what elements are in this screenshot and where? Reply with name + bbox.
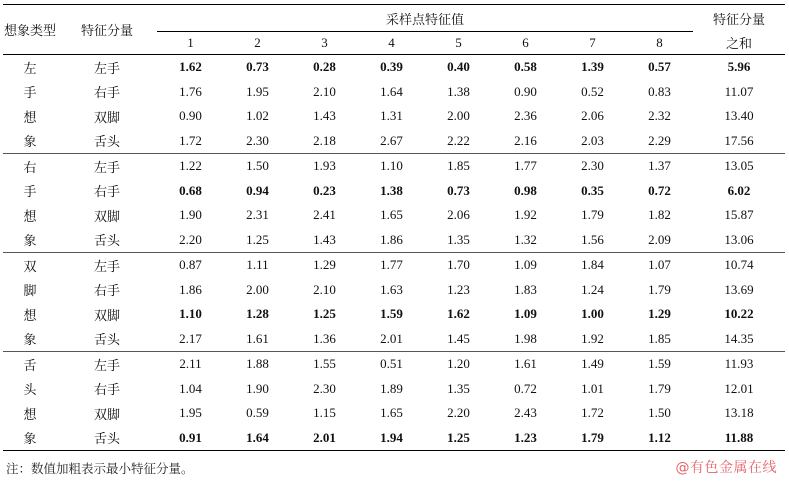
value-cell: 1.61 [224,327,291,352]
value-cell: 2.10 [313,281,336,297]
type-char-cell: 手 [23,86,37,102]
value-cell: 1.31 [380,108,403,124]
feature-cell: 右手 [93,86,120,102]
sum-cell: 10.22 [724,306,754,322]
value-cell: 2.00 [447,108,470,124]
header-sample-col: 7 [589,35,596,50]
type-char-cell: 象 [3,129,57,154]
value-cell: 2.01 [358,327,425,352]
value-cell: 1.25 [313,306,336,322]
value-cell: 2.18 [291,129,358,154]
type-char-cell: 右 [23,160,37,176]
header-sum-line2: 之和 [726,37,753,53]
value-cell: 2.11 [179,356,202,372]
value-cell: 1.56 [559,228,626,253]
feature-cell: 左手 [93,61,120,77]
feature-cell: 舌头 [57,426,157,451]
feature-cell: 舌头 [57,327,157,352]
value-cell: 2.30 [313,380,336,396]
value-cell: 2.10 [313,83,336,99]
value-cell: 1.95 [179,405,202,421]
value-cell: 1.38 [380,182,403,198]
type-char-cell: 象 [3,426,57,451]
value-cell: 2.00 [246,281,269,297]
header-type: 想象类型 [3,24,56,39]
type-char-cell: 左 [23,61,37,77]
value-cell: 1.76 [179,83,202,99]
value-cell: 1.70 [447,257,470,273]
value-cell: 1.10 [179,306,202,322]
sum-cell: 13.05 [724,158,754,174]
header-sample-group: 采样点特征值 [157,5,693,32]
value-cell: 1.32 [492,228,559,253]
value-cell: 1.02 [246,108,269,124]
type-char-cell: 象 [3,327,57,352]
feature-cell: 双脚 [93,110,120,126]
value-cell: 0.39 [380,59,403,75]
value-cell: 0.59 [246,405,269,421]
value-cell: 1.38 [447,83,470,99]
value-cell: 1.22 [179,158,202,174]
value-cell: 2.43 [514,405,537,421]
feature-cell: 双脚 [93,209,120,225]
value-cell: 1.85 [626,327,693,352]
feature-cell: 右手 [93,185,120,201]
table-row [3,302,785,327]
value-cell: 1.65 [380,207,403,223]
value-cell: 2.31 [246,207,269,223]
value-cell: 2.17 [157,327,224,352]
value-cell: 2.36 [514,108,537,124]
sum-cell: 14.35 [693,327,785,352]
header-sample-col: 8 [656,35,663,50]
value-cell: 1.90 [246,380,269,396]
type-char-cell: 头 [23,383,37,399]
type-char-cell: 双 [23,259,37,275]
value-cell: 1.01 [581,380,604,396]
value-cell: 1.72 [157,129,224,154]
value-cell: 0.72 [514,380,537,396]
table-row [3,401,785,426]
sum-cell: 10.74 [724,257,754,273]
sum-cell: 13.18 [724,405,754,421]
table-row [3,104,785,129]
sum-cell: 5.96 [727,59,751,75]
value-cell: 1.43 [313,108,336,124]
value-cell: 1.37 [648,158,671,174]
value-cell: 1.84 [581,257,604,273]
sum-cell: 13.69 [724,281,754,297]
header-sample-col: 1 [187,35,194,50]
value-cell: 1.61 [514,356,537,372]
table-row [3,228,785,253]
value-cell: 2.30 [224,129,291,154]
value-cell: 1.09 [514,257,537,273]
table-row [3,55,785,80]
value-cell: 0.23 [313,182,336,198]
table-row [3,80,785,105]
sum-cell: 13.40 [724,108,754,124]
value-cell: 1.12 [626,426,693,451]
value-cell: 1.92 [559,327,626,352]
sum-cell: 6.02 [727,182,751,198]
type-char-cell: 想 [23,110,37,126]
feature-cell: 左手 [93,358,120,374]
value-cell: 1.24 [581,281,604,297]
header-sum-line1: 特征分量 [713,12,766,28]
feature-cell: 双脚 [93,308,120,324]
value-cell: 1.62 [179,59,202,75]
value-cell: 1.11 [246,257,269,273]
feature-cell: 舌头 [57,228,157,253]
table-row [3,377,785,402]
table-row [3,129,785,154]
value-cell: 0.35 [581,182,604,198]
value-cell: 1.39 [581,59,604,75]
table-body [3,55,785,451]
value-cell: 1.35 [447,380,470,396]
value-cell: 0.72 [648,182,671,198]
value-cell: 1.79 [648,281,671,297]
table-note: 注：数值加粗表示最小特征分量。 [6,461,194,476]
type-char-cell: 舌 [23,358,37,374]
value-cell: 2.67 [358,129,425,154]
value-cell: 1.35 [425,228,492,253]
feature-cell: 舌头 [57,129,157,154]
value-cell: 1.64 [380,83,403,99]
header-sample-col: 5 [455,35,462,50]
value-cell: 1.77 [380,257,403,273]
value-cell: 2.32 [648,108,671,124]
value-cell: 0.94 [246,182,269,198]
header-sample-col: 6 [522,35,529,50]
value-cell: 1.88 [246,356,269,372]
header-sample-col: 4 [388,35,395,50]
value-cell: 1.04 [179,380,202,396]
value-cell: 2.16 [492,129,559,154]
feature-table [3,4,785,451]
value-cell: 1.64 [224,426,291,451]
value-cell: 0.73 [447,182,470,198]
value-cell: 1.59 [380,306,403,322]
table-row [3,179,785,204]
value-cell: 1.72 [581,405,604,421]
value-cell: 1.94 [358,426,425,451]
feature-cell: 双脚 [93,407,120,423]
value-cell: 0.73 [246,59,269,75]
type-char-cell: 脚 [23,284,37,300]
value-cell: 1.00 [581,306,604,322]
value-cell: 1.79 [648,380,671,396]
value-cell: 0.51 [380,356,403,372]
table-row [3,352,785,377]
table-row [3,426,785,451]
value-cell: 1.45 [425,327,492,352]
value-cell: 0.83 [648,83,671,99]
value-cell: 0.52 [581,83,604,99]
value-cell: 2.20 [447,405,470,421]
sum-cell: 12.01 [724,380,754,396]
value-cell: 1.93 [313,158,336,174]
value-cell: 1.55 [313,356,336,372]
value-cell: 1.25 [224,228,291,253]
value-cell: 1.07 [648,257,671,273]
value-cell: 1.09 [514,306,537,322]
table-row [3,203,785,228]
value-cell: 0.68 [179,182,202,198]
value-cell: 1.79 [559,426,626,451]
value-cell: 0.90 [179,108,202,124]
value-cell: 1.29 [313,257,336,273]
value-cell: 1.86 [358,228,425,253]
value-cell: 1.83 [514,281,537,297]
value-cell: 1.79 [581,207,604,223]
type-char-cell: 想 [23,308,37,324]
value-cell: 1.20 [447,356,470,372]
value-cell: 0.87 [179,257,202,273]
sum-cell: 15.87 [724,207,754,223]
type-char-cell: 想 [23,209,37,225]
watermark: @有色金属在线 [675,460,777,476]
sum-cell: 11.93 [724,356,754,372]
value-cell: 1.28 [246,306,269,322]
value-cell: 2.29 [626,129,693,154]
value-cell: 2.06 [581,108,604,124]
value-cell: 2.22 [425,129,492,154]
feature-cell: 左手 [93,259,120,275]
table-row [3,253,785,278]
value-cell: 1.92 [514,207,537,223]
table-row [3,327,785,352]
value-cell: 0.98 [514,182,537,198]
type-char-cell: 象 [3,228,57,253]
value-cell: 1.77 [514,158,537,174]
value-cell: 1.82 [648,207,671,223]
value-cell: 0.40 [447,59,470,75]
table-row [3,278,785,303]
value-cell: 1.89 [380,380,403,396]
header-sample-col: 2 [254,35,261,50]
value-cell: 0.28 [313,59,336,75]
value-cell: 1.65 [380,405,403,421]
value-cell: 1.10 [380,158,403,174]
value-cell: 1.62 [447,306,470,322]
value-cell: 1.15 [313,405,336,421]
feature-cell: 右手 [93,284,120,300]
value-cell: 1.59 [648,356,671,372]
value-cell: 2.06 [447,207,470,223]
header-feature: 特征分量 [80,24,133,39]
value-cell: 1.36 [291,327,358,352]
value-cell: 1.25 [425,426,492,451]
table-header [3,5,785,55]
value-cell: 1.43 [291,228,358,253]
value-cell: 1.63 [380,281,403,297]
value-cell: 1.90 [179,207,202,223]
value-cell: 0.91 [157,426,224,451]
value-cell: 0.57 [648,59,671,75]
value-cell: 1.23 [447,281,470,297]
type-char-cell: 想 [23,407,37,423]
type-char-cell: 手 [23,185,37,201]
value-cell: 1.49 [581,356,604,372]
value-cell: 0.90 [514,83,537,99]
value-cell: 2.03 [559,129,626,154]
value-cell: 1.98 [492,327,559,352]
value-cell: 2.30 [581,158,604,174]
value-cell: 1.50 [246,158,269,174]
sum-cell: 11.07 [724,83,754,99]
feature-cell: 左手 [93,160,120,176]
value-cell: 1.85 [447,158,470,174]
value-cell: 2.20 [157,228,224,253]
value-cell: 1.95 [246,83,269,99]
value-cell: 2.09 [626,228,693,253]
header-sample-col: 3 [321,35,328,50]
sum-cell: 13.06 [693,228,785,253]
sum-cell: 17.56 [693,129,785,154]
table-row [3,154,785,179]
value-cell: 1.23 [492,426,559,451]
feature-cell: 右手 [93,383,120,399]
value-cell: 1.50 [648,405,671,421]
value-cell: 0.58 [514,59,537,75]
value-cell: 1.29 [648,306,671,322]
value-cell: 1.86 [179,281,202,297]
value-cell: 2.41 [313,207,336,223]
sum-cell: 11.88 [693,426,785,451]
value-cell: 2.01 [291,426,358,451]
